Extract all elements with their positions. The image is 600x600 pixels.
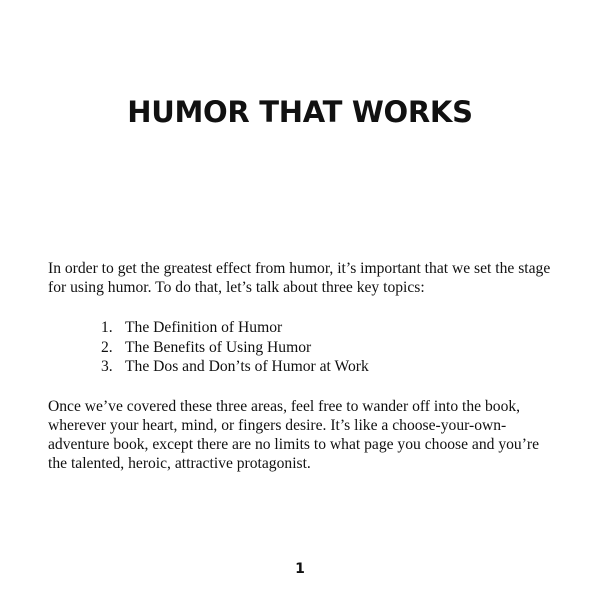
closing-paragraph: Once we’ve covered these three areas, feel free to wander off into the book, wherever your heart, mind, or fingers desire. It’s like a choose-your-own-adventure book, except there are no limits to what page you choose and you’re the talented, heroic, attractive protagonist.	[48, 398, 540, 472]
list-item	[101, 318, 369, 338]
topic-list	[101, 318, 369, 377]
intro-paragraph: In order to get the greatest effect from humor, it’s important that we set the stage for using humor. To do that, let’s talk about three key topics:	[48, 260, 551, 296]
list-item-label: The Dos and Don’ts of Humor at Work	[125, 358, 369, 375]
list-item-label: The Definition of Humor	[125, 319, 283, 336]
list-item	[101, 357, 369, 377]
list-item-label: The Benefits of Using Humor	[125, 338, 312, 356]
list-item-number: 1.	[101, 319, 113, 336]
page-number: 1	[295, 561, 305, 577]
list-item-number: 3.	[101, 358, 113, 375]
list-item-number: 2.	[101, 338, 113, 356]
page-title: HUMOR THAT WORKS	[127, 95, 473, 129]
list-item	[101, 338, 369, 358]
